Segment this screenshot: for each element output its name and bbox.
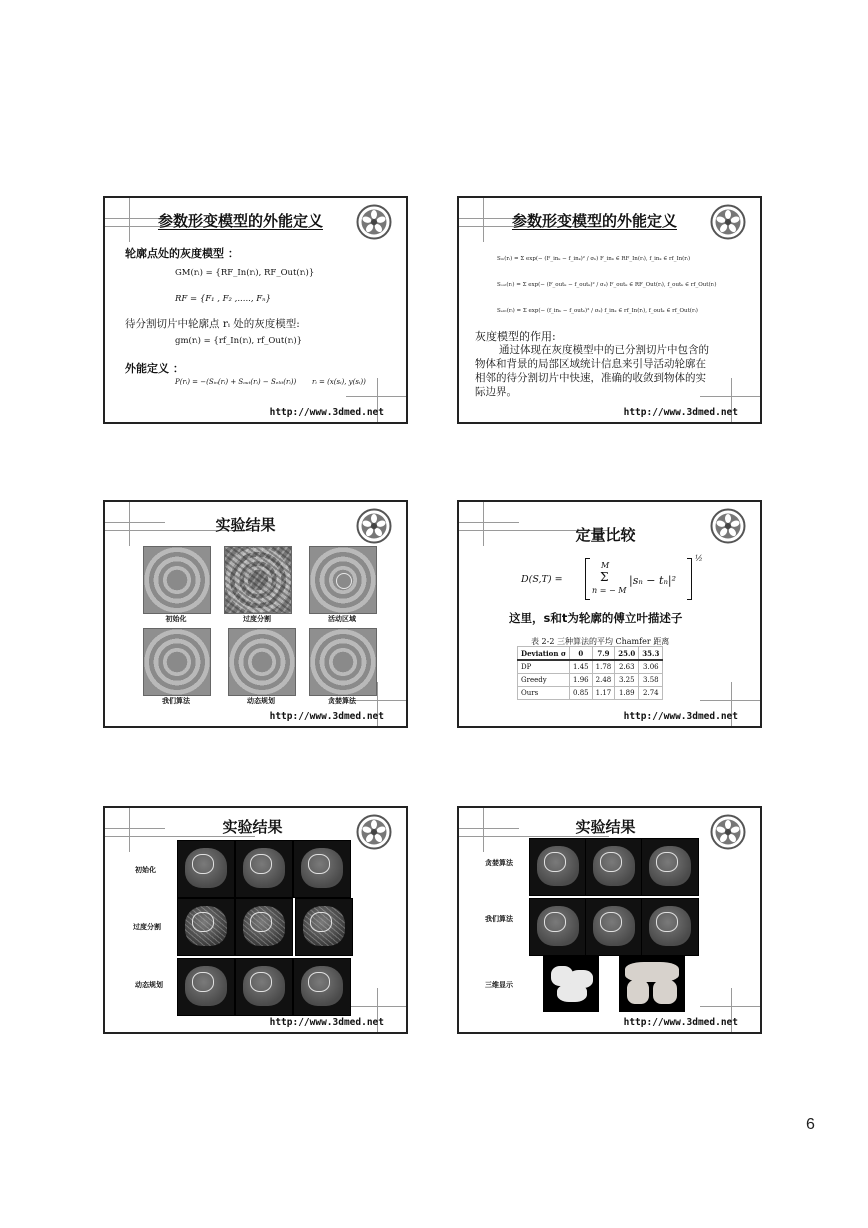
table-header: Deviation σ <box>518 647 570 661</box>
caption-greedy-algorithm: 贪婪算法 <box>328 697 356 705</box>
external-heading: 外能定义 ： <box>125 362 184 375</box>
knee-slice-image <box>295 898 353 956</box>
table-header-row <box>518 647 663 661</box>
row-label-our-algorithm: 我们算法 <box>485 915 513 923</box>
row-label-greedy: 贪婪算法 <box>485 859 513 867</box>
3d-render-image <box>619 956 685 1012</box>
3d-render-image <box>543 956 599 1012</box>
right-bracket <box>687 558 692 600</box>
sum-lower-limit: n = − M <box>592 586 627 595</box>
university-logo-icon <box>356 814 392 850</box>
knee-slice-image <box>293 958 351 1016</box>
table-cell: 1.17 <box>592 687 615 700</box>
decor-line <box>700 1006 760 1007</box>
knee-slice-image <box>177 958 235 1016</box>
chamfer-distance-table <box>517 646 663 700</box>
r-formula: rᵢ = (x(sᵢ), y(sᵢ)) <box>312 378 366 386</box>
formula-lhs: D(S,T) = <box>521 574 563 585</box>
slide-4 <box>457 500 762 728</box>
row-label-dynamic-programming: 动态规划 <box>135 981 163 989</box>
knee-slice-image <box>585 898 643 956</box>
fourier-note: 这里，s和t为轮廓的傅立叶描述子 <box>509 611 683 625</box>
left-bracket <box>585 558 590 600</box>
gm-formula: GM(rᵢ) = {RF_In(rᵢ), RF_Out(rᵢ)} <box>175 268 315 278</box>
slice-heading: 待分割切片中轮廓点 rᵢ 处的灰度模型: <box>125 318 300 330</box>
greedy-algorithm-image <box>309 628 377 696</box>
caption-our-algorithm: 我们算法 <box>162 697 190 705</box>
slide-6 <box>457 806 762 1034</box>
slide-5 <box>103 806 408 1034</box>
decor-line <box>459 522 519 523</box>
role-line-3: 相邻的待分割切片中快速，准确的收敛到物体的实 <box>475 372 706 384</box>
table-header: 0 <box>570 647 593 661</box>
table-header: 7.9 <box>592 647 615 661</box>
slide-url[interactable]: http://www.3dmed.net <box>623 1017 738 1028</box>
table-cell: 1.45 <box>570 660 593 674</box>
slide-3 <box>103 500 408 728</box>
row-label-3d-display: 三维显示 <box>485 981 513 989</box>
knee-slice-image <box>293 840 351 898</box>
active-region-image <box>309 546 377 614</box>
slide-title: 定量比较 <box>575 526 636 544</box>
slide-url[interactable]: http://www.3dmed.net <box>269 407 384 418</box>
table-row <box>518 660 663 674</box>
knee-slice-image <box>641 898 699 956</box>
rf-formula: RF = {F₁ , F₂ ,....., Fₙ} <box>175 294 272 304</box>
s-in-formula: Sᵢₙ(rᵢ) = Σ exp(− (F_inₖ − f_inₖ)² / σₖ) F_inₖ ∈ RF_In(rᵢ), f_inₖ ∈ rf_In(rᵢ) <box>497 256 691 262</box>
table-cell: 3.06 <box>639 660 663 674</box>
university-logo-icon <box>710 508 746 544</box>
table-cell: 2.74 <box>639 687 663 700</box>
caption-dynamic-programming: 动态规划 <box>247 697 275 705</box>
university-logo-icon <box>710 814 746 850</box>
knee-slice-image <box>235 840 293 898</box>
table-cell: 3.25 <box>615 674 639 687</box>
slide-url[interactable]: http://www.3dmed.net <box>269 1017 384 1028</box>
table-cell: Greedy <box>518 674 570 687</box>
s-out-formula: Sₒᵤₜ(rᵢ) = Σ exp(− (F_outₖ − f_outₖ)² / σₖ) F_outₖ ∈ RF_Out(rᵢ), f_outₖ ∈ rf_Out(rᵢ) <box>497 282 717 288</box>
knee-slice-image <box>177 898 235 956</box>
s-edit-formula: Sₑₗᵢₜ(rᵢ) = Σ exp(− (f_inₖ − f_outₖ)² / σₖ) f_inₖ ∈ rf_In(rᵢ), f_outₖ ∈ rf_Out(rᵢ) <box>497 308 698 314</box>
table-cell: DP <box>518 660 570 674</box>
gm-small-formula: gm(rᵢ) = {rf_In(rᵢ), rf_Out(rᵢ)} <box>175 336 303 346</box>
decor-line <box>700 700 760 701</box>
knee-slice-image <box>235 898 293 956</box>
slide-url[interactable]: http://www.3dmed.net <box>623 407 738 418</box>
knee-slice-image <box>529 898 587 956</box>
table-row <box>518 687 663 700</box>
role-line-1: 通过体现在灰度模型中的已分割切片中包含的 <box>499 344 709 356</box>
dynamic-programming-image <box>228 628 296 696</box>
university-logo-icon <box>710 204 746 240</box>
table-cell: 3.58 <box>639 674 663 687</box>
slide-title: 参数形变模型的外能定义 <box>157 212 323 230</box>
slide-title: 实验结果 <box>222 818 283 836</box>
slide-url[interactable]: http://www.3dmed.net <box>623 711 738 722</box>
caption-initialization: 初始化 <box>165 615 187 623</box>
decor-line <box>346 1006 406 1007</box>
slide-title: 实验结果 <box>575 818 636 836</box>
role-line-2: 物体和背景的局部区域统计信息来引导活动轮廓在 <box>475 358 706 370</box>
knee-slice-image <box>585 838 643 896</box>
row-label-over-segmentation: 过度分割 <box>133 923 161 931</box>
university-logo-icon <box>356 204 392 240</box>
table-cell: 2.48 <box>592 674 615 687</box>
distance-formula <box>521 556 731 602</box>
slide-title: 参数形变模型的外能定义 <box>511 212 677 230</box>
knee-slice-image <box>529 838 587 896</box>
decor-line <box>700 396 760 397</box>
knee-slice-image <box>235 958 293 1016</box>
caption-over-segmentation: 过度分割 <box>243 615 271 623</box>
table-caption: 表 2-2 三种算法的平均 Chamfer 距离 <box>531 637 670 646</box>
formula-exponent: ½ <box>695 554 703 563</box>
slide-title: 实验结果 <box>215 516 276 534</box>
p-formula: P(rᵢ) = −(Sᵢₙ(rᵢ) + Sₒᵤₜ(rᵢ) − Sₑₗᵢₜ(rᵢ)) <box>175 378 297 386</box>
role-line-4: 际边界。 <box>475 386 517 398</box>
slide-2 <box>457 196 762 424</box>
table-cell: 0.85 <box>570 687 593 700</box>
sum-upper-limit: M <box>601 561 610 570</box>
table-header: 25.0 <box>615 647 639 661</box>
our-algorithm-image <box>143 628 211 696</box>
role-heading: 灰度模型的作用: <box>475 330 556 343</box>
gray-model-heading: 轮廓点处的灰度模型 ： <box>125 247 239 260</box>
page-number: 6 <box>806 1116 815 1133</box>
table-cell: 2.63 <box>615 660 639 674</box>
initialization-image <box>143 546 211 614</box>
caption-active-region: 活动区域 <box>328 615 356 623</box>
table-header: 35.3 <box>639 647 663 661</box>
formula-body: |sₙ − tₙ|² <box>629 574 677 587</box>
sum-symbol: Σ <box>600 570 609 584</box>
table-row <box>518 674 663 687</box>
over-segmentation-image <box>224 546 292 614</box>
table-cell: 1.96 <box>570 674 593 687</box>
decor-line <box>346 396 406 397</box>
university-logo-icon <box>356 508 392 544</box>
knee-slice-image <box>177 840 235 898</box>
slide-url[interactable]: http://www.3dmed.net <box>269 711 384 722</box>
table-cell: 1.89 <box>615 687 639 700</box>
table-cell: 1.78 <box>592 660 615 674</box>
row-label-initialization: 初始化 <box>135 866 156 874</box>
knee-slice-image <box>641 838 699 896</box>
slide-1 <box>103 196 408 424</box>
table-cell: Ours <box>518 687 570 700</box>
